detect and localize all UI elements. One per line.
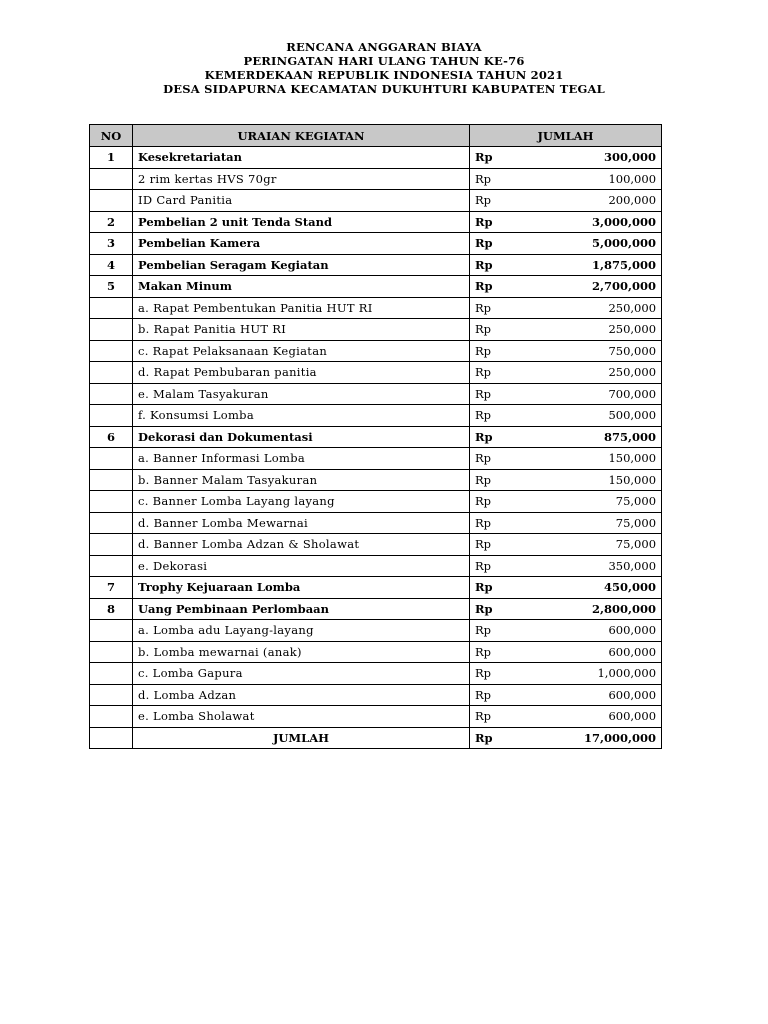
row-description: Pembelian Seragam Kegiatan [133, 254, 470, 276]
header-no: NO [90, 125, 133, 147]
row-number: 2 [90, 211, 133, 233]
row-currency: Rp [470, 641, 514, 663]
row-currency: Rp [470, 405, 514, 427]
row-description: c. Banner Lomba Layang layang [133, 491, 470, 513]
row-number [90, 534, 133, 556]
row-currency: Rp [470, 319, 514, 341]
row-number: 4 [90, 254, 133, 276]
table-header-row [90, 125, 662, 147]
row-number [90, 190, 133, 212]
table-body [90, 147, 662, 728]
total-amount: 17,000,000 [514, 727, 662, 749]
table-row-sub [90, 319, 662, 341]
row-description: e. Dekorasi [133, 555, 470, 577]
table-row-sub [90, 297, 662, 319]
row-amount: 700,000 [514, 383, 662, 405]
table-row-sub [90, 534, 662, 556]
row-description: a. Rapat Pembentukan Panitia HUT RI [133, 297, 470, 319]
title-line-3: KEMERDEKAAN REPUBLIK INDONESIA TAHUN 2021 [204, 68, 564, 82]
document-title [0, 40, 768, 96]
row-currency: Rp [470, 620, 514, 642]
row-number: 1 [90, 147, 133, 169]
row-currency: Rp [470, 448, 514, 470]
row-amount: 875,000 [514, 426, 662, 448]
row-description: e. Lomba Sholawat [133, 706, 470, 728]
table-row-main [90, 276, 662, 298]
row-amount: 300,000 [514, 147, 662, 169]
table-row-sub [90, 663, 662, 685]
table-row-main [90, 598, 662, 620]
row-amount: 75,000 [514, 512, 662, 534]
row-currency: Rp [470, 297, 514, 319]
row-amount: 250,000 [514, 362, 662, 384]
row-currency: Rp [470, 211, 514, 233]
row-description: e. Malam Tasyakuran [133, 383, 470, 405]
row-amount: 250,000 [514, 319, 662, 341]
row-description: 2 rim kertas HVS 70gr [133, 168, 470, 190]
row-description: c. Lomba Gapura [133, 663, 470, 685]
row-amount: 500,000 [514, 405, 662, 427]
table-row-main [90, 233, 662, 255]
row-description: Uang Pembinaan Perlombaan [133, 598, 470, 620]
row-number [90, 512, 133, 534]
table-row-sub [90, 340, 662, 362]
table-row-main [90, 426, 662, 448]
row-amount: 450,000 [514, 577, 662, 599]
row-currency: Rp [470, 491, 514, 513]
row-currency: Rp [470, 469, 514, 491]
row-amount: 600,000 [514, 641, 662, 663]
table-row-sub [90, 190, 662, 212]
title-line-4: DESA SIDAPURNA KECAMATAN DUKUHTURI KABUPATEN TEGAL [163, 82, 605, 96]
row-amount: 600,000 [514, 620, 662, 642]
row-description: Pembelian Kamera [133, 233, 470, 255]
table-row-sub [90, 512, 662, 534]
row-description: d. Banner Lomba Adzan & Sholawat [133, 534, 470, 556]
row-number [90, 684, 133, 706]
row-number [90, 319, 133, 341]
row-amount: 2,700,000 [514, 276, 662, 298]
row-number [90, 469, 133, 491]
title-line-1: RENCANA ANGGARAN BIAYA [286, 40, 482, 54]
table-row-main [90, 211, 662, 233]
row-amount: 600,000 [514, 706, 662, 728]
row-amount: 750,000 [514, 340, 662, 362]
row-number [90, 641, 133, 663]
row-amount: 75,000 [514, 534, 662, 556]
row-amount: 250,000 [514, 297, 662, 319]
row-description: Makan Minum [133, 276, 470, 298]
row-currency: Rp [470, 598, 514, 620]
table-row-sub [90, 491, 662, 513]
row-description: f. Konsumsi Lomba [133, 405, 470, 427]
row-description: b. Rapat Panitia HUT RI [133, 319, 470, 341]
row-currency: Rp [470, 233, 514, 255]
row-amount: 1,000,000 [514, 663, 662, 685]
row-description: c. Rapat Pelaksanaan Kegiatan [133, 340, 470, 362]
table-row-sub [90, 641, 662, 663]
total-currency: Rp [470, 727, 514, 749]
row-number: 7 [90, 577, 133, 599]
row-currency: Rp [470, 276, 514, 298]
row-amount: 150,000 [514, 469, 662, 491]
row-amount: 3,000,000 [514, 211, 662, 233]
row-amount: 5,000,000 [514, 233, 662, 255]
table-row-main [90, 254, 662, 276]
row-number [90, 362, 133, 384]
row-number: 8 [90, 598, 133, 620]
row-number [90, 340, 133, 362]
table-row-main [90, 147, 662, 169]
row-currency: Rp [470, 706, 514, 728]
row-amount: 1,875,000 [514, 254, 662, 276]
row-currency: Rp [470, 555, 514, 577]
row-description: d. Banner Lomba Mewarnai [133, 512, 470, 534]
table-row-sub [90, 555, 662, 577]
row-description: b. Lomba mewarnai (anak) [133, 641, 470, 663]
title-line-2: PERINGATAN HARI ULANG TAHUN KE-76 [243, 54, 525, 68]
row-number [90, 491, 133, 513]
row-number [90, 168, 133, 190]
table-row-sub [90, 405, 662, 427]
row-number [90, 448, 133, 470]
row-currency: Rp [470, 254, 514, 276]
row-number: 5 [90, 276, 133, 298]
row-amount: 75,000 [514, 491, 662, 513]
row-currency: Rp [470, 534, 514, 556]
table-row-main [90, 577, 662, 599]
row-number [90, 383, 133, 405]
row-currency: Rp [470, 362, 514, 384]
row-amount: 150,000 [514, 448, 662, 470]
row-number [90, 555, 133, 577]
row-description: b. Banner Malam Tasyakuran [133, 469, 470, 491]
budget-table [89, 124, 662, 749]
row-description: Kesekretariatan [133, 147, 470, 169]
row-amount: 600,000 [514, 684, 662, 706]
row-currency: Rp [470, 577, 514, 599]
row-description: d. Lomba Adzan [133, 684, 470, 706]
row-number [90, 620, 133, 642]
row-currency: Rp [470, 684, 514, 706]
row-number [90, 297, 133, 319]
table-row-sub [90, 362, 662, 384]
row-description: ID Card Panitia [133, 190, 470, 212]
row-number: 6 [90, 426, 133, 448]
row-amount: 350,000 [514, 555, 662, 577]
total-row [90, 727, 662, 749]
table-row-sub [90, 469, 662, 491]
table-row-sub [90, 383, 662, 405]
row-amount: 100,000 [514, 168, 662, 190]
row-amount: 2,800,000 [514, 598, 662, 620]
table-row-sub [90, 684, 662, 706]
table-row-sub [90, 706, 662, 728]
row-currency: Rp [470, 190, 514, 212]
row-description: Trophy Kejuaraan Lomba [133, 577, 470, 599]
header-uraian: URAIAN KEGIATAN [133, 125, 470, 147]
row-currency: Rp [470, 147, 514, 169]
row-description: d. Rapat Pembubaran panitia [133, 362, 470, 384]
row-description: a. Lomba adu Layang-layang [133, 620, 470, 642]
row-description: a. Banner Informasi Lomba [133, 448, 470, 470]
row-number [90, 706, 133, 728]
total-label: JUMLAH [133, 727, 470, 749]
row-amount: 200,000 [514, 190, 662, 212]
row-currency: Rp [470, 383, 514, 405]
row-number: 3 [90, 233, 133, 255]
table-row-sub [90, 168, 662, 190]
row-currency: Rp [470, 512, 514, 534]
row-description: Pembelian 2 unit Tenda Stand [133, 211, 470, 233]
table-row-sub [90, 620, 662, 642]
header-jumlah: JUMLAH [470, 125, 662, 147]
row-number [90, 663, 133, 685]
row-currency: Rp [470, 426, 514, 448]
row-currency: Rp [470, 168, 514, 190]
row-description: Dekorasi dan Dokumentasi [133, 426, 470, 448]
total-no-cell [90, 727, 133, 749]
row-number [90, 405, 133, 427]
row-currency: Rp [470, 663, 514, 685]
row-currency: Rp [470, 340, 514, 362]
table-row-sub [90, 448, 662, 470]
